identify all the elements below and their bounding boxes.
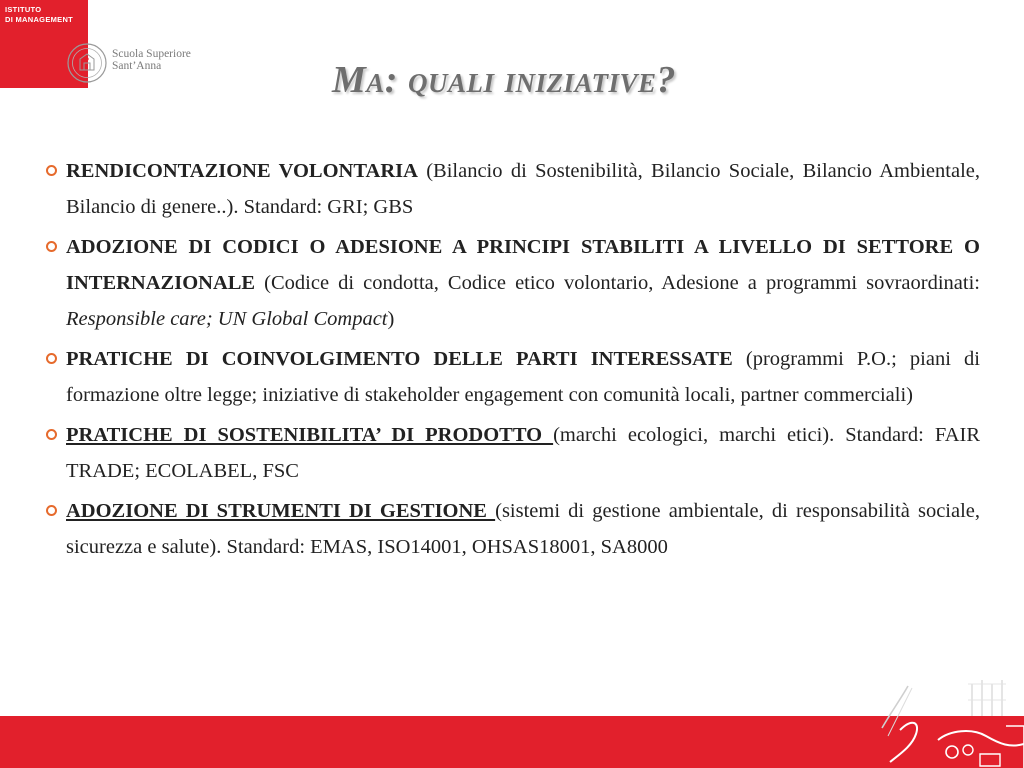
item-body: (Bilancio di Sostenibilità, Bilancio Sociale, Bilancio Ambientale, Bilancio di genere..). Standard: GRI; GBS	[66, 160, 980, 218]
item-body: (marchi ecologici, marchi etici). Standard: FAIR TRADE; ECOLABEL, FSC	[66, 424, 980, 482]
institute-label-line1: ISTITUTO	[5, 5, 42, 14]
list-item	[46, 417, 980, 489]
bullet-icon	[46, 353, 57, 364]
sant-anna-seal-icon	[66, 42, 108, 84]
bullet-icon	[46, 429, 57, 440]
item-lead: ADOZIONE DI STRUMENTI DI GESTIONE	[66, 500, 496, 522]
sant-anna-logo	[66, 42, 216, 82]
list-item	[46, 153, 980, 225]
decorative-emblem-icon	[860, 670, 1024, 768]
item-lead: RENDICONTAZIONE VOLONTARIA	[66, 160, 418, 182]
item-lead: PRATICHE DI SOSTENIBILITA’ DI PRODOTTO	[66, 424, 554, 446]
bullet-icon	[46, 505, 57, 516]
item-lead: ADOZIONE DI CODICI O ADESIONE A PRINCIPI STABILITI A LIVELLO DI SETTORE O INTERNAZIONALE	[66, 236, 980, 294]
initiatives-list	[46, 153, 980, 569]
item-body: (sistemi di gestione ambientale, di responsabilità sociale, sicurezza e salute). Standard: EMAS, ISO14001, OHSAS18001, SA8000	[66, 500, 981, 558]
bullet-icon	[46, 241, 57, 252]
list-item	[46, 341, 980, 413]
bullet-icon	[46, 165, 57, 176]
school-name-line2: Sant’Anna	[112, 60, 162, 72]
list-item	[46, 229, 980, 337]
school-name-line1: Scuola Superiore	[112, 48, 191, 60]
item-tail: )	[387, 308, 395, 330]
item-body: (programmi P.O.; piani di formazione oltre legge; iniziative di stakeholder engagement con comunità locali, partner commerciali)	[66, 348, 981, 406]
slide-title: Ma: quali iniziative?	[332, 59, 677, 101]
list-item	[46, 493, 980, 565]
institute-label-line2: DI MANAGEMENT	[5, 15, 74, 24]
item-italic: Responsible care; UN Global Compact	[66, 308, 388, 330]
item-body: (Codice di condotta, Codice etico volontario, Adesione a programmi sovraordinati:	[255, 272, 980, 294]
item-lead: PRATICHE DI COINVOLGIMENTO DELLE PARTI INTERESSATE	[66, 348, 733, 370]
